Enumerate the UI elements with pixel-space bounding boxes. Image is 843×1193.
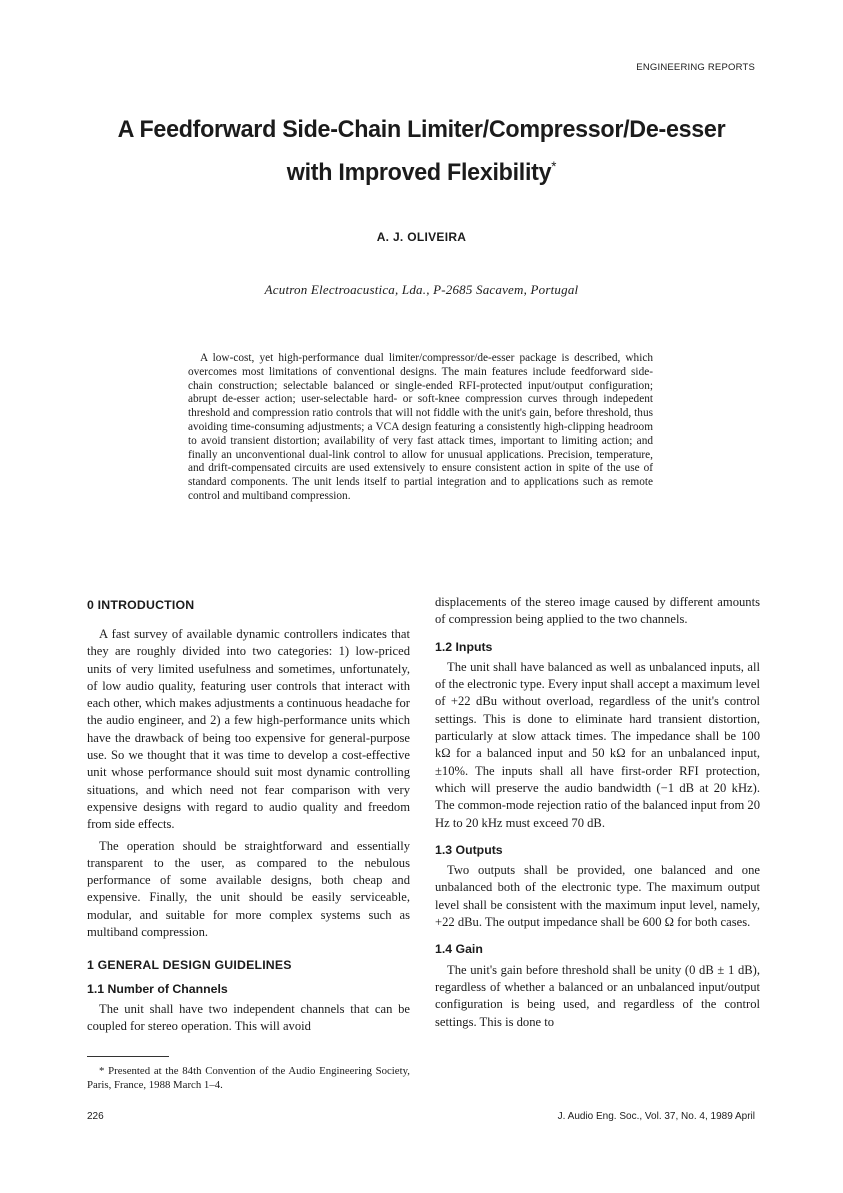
channels-heading: 1.1 Number of Channels: [87, 981, 228, 996]
author-affiliation: Acutron Electroacustica, Lda., P-2685 Sacavem, Portugal: [264, 282, 579, 297]
left-column: [87, 626, 410, 1040]
guidelines-heading: 1 GENERAL DESIGN GUIDELINES: [87, 958, 292, 973]
section-label: ENGINEERING REPORTS: [636, 62, 755, 73]
introduction-heading: 0 INTRODUCTION: [87, 598, 195, 612]
paper-title: [59, 112, 784, 191]
title-line-2: with Improved Flexibility: [286, 159, 552, 187]
inputs-heading: 1.2 Inputs: [435, 639, 493, 654]
intro-paragraph-1: A fast survey of available dynamic controllers indicates that they are roughly divided into two categories: 1) low-priced units of very limited usefulness and sometimes, unfortunately, of low audio quality, featuring user controls that interact with each other, which makes adjustments a continuous headache for the audio engineer, and 2) a few high-performance units which have the drawback of being too expensive for general-purpose use. So we thought that it was time to develop a cost-effective unit whose performance should suit most dynamic controlling situations, and which need not fear comparison with very expensive designs with regard to audio quality and freedom from side effects.: [87, 627, 410, 832]
footnote-text: * Presented at the 84th Convention of the Audio Engineering Society, Paris, France, 1988 March 1–4.: [87, 1065, 410, 1091]
gain-paragraph: The unit's gain before threshold shall be unity (0 dB ± 1 dB), regardless of whether a balanced or an unbalanced input/output configuration is being used, and regardless of the control settings. This is done to: [435, 962, 760, 1029]
channels-continuation: displacements of the stereo image caused by different amounts of compression being applied to the two channels.: [435, 595, 760, 627]
page-number: 226: [87, 1111, 104, 1122]
abstract: [188, 352, 653, 504]
author-name: A. J. OLIVEIRA: [376, 230, 467, 244]
title-line-1: A Feedforward Side-Chain Limiter/Compressor/De-esser: [117, 116, 726, 143]
outputs-heading: 1.3 Outputs: [435, 842, 503, 857]
inputs-paragraph: The unit shall have balanced as well as unbalanced inputs, all of the electronic type. Every input shall accept a maximum level of +22 dBu without overload, regardless of the unit's control settings. This is done to eliminate hard transient distortion, particularly at slow attack times. The impedance shall be 100 kΩ for a balanced input and 50 kΩ for an unbalanced input, ±10%. The inputs shall all have first-order RFI protection, which will preserve the audio bandwidth (−1 dB at 20 kHz). The common-mode rejection ratio of the balanced input from 20 Hz to 20 kHz must exceed 70 dB.: [435, 659, 760, 830]
outputs-paragraph: Two outputs shall be provided, one balanced and one unbalanced both of the electronic type. The maximum output level shall be consistent with the maximum input level, namely, +22 dBu. The output impedance shall be 600 Ω for both cases.: [435, 863, 760, 930]
channels-paragraph: The unit shall have two independent channels that can be coupled for stereo operation. This will avoid: [87, 1001, 410, 1034]
title-footnote-marker: *: [551, 158, 557, 174]
gain-heading: 1.4 Gain: [435, 942, 483, 957]
right-column: [435, 594, 760, 1035]
abstract-text: A low-cost, yet high-performance dual limiter/compressor/de-esser package is described, which overcomes most limitations of conventional designs. The main features include feedforward side-chain construction; selectable balanced or single-ended RFI-protected input/output configuration; abrupt de-esser action; user-selectable hard- or soft-knee compression curves through indepedent threshold and compression ratio controls that will not fiddle with the unit's gain, before threshold, thus avoiding time-consuming adjustments; a VCA design featuring a consistently high-clipping headroom to avoid transient distortion; availability of very fast attack times, important to limiting action; and finally an unconventional dual-link control to allow for unusual applications. Precision, temperature, and drift-compensated circuits are used extensively to ensure consistent action in spite of the use of standard components. The unit lends itself to partial integration and to applications such as remote control and multiband compression.: [188, 352, 653, 502]
intro-paragraph-2: The operation should be straightforward and essentially transparent to the user, as compared to the nebulous performance of some available designs, both cheap and expensive. Finally, the unit should be easily serviceable, modular, and suitable for more complex systems such as multiband compression.: [87, 838, 410, 940]
footnote-divider: [87, 1056, 169, 1057]
journal-reference: J. Audio Eng. Soc., Vol. 37, No. 4, 1989 April: [557, 1111, 755, 1122]
footnote: [87, 1064, 410, 1092]
